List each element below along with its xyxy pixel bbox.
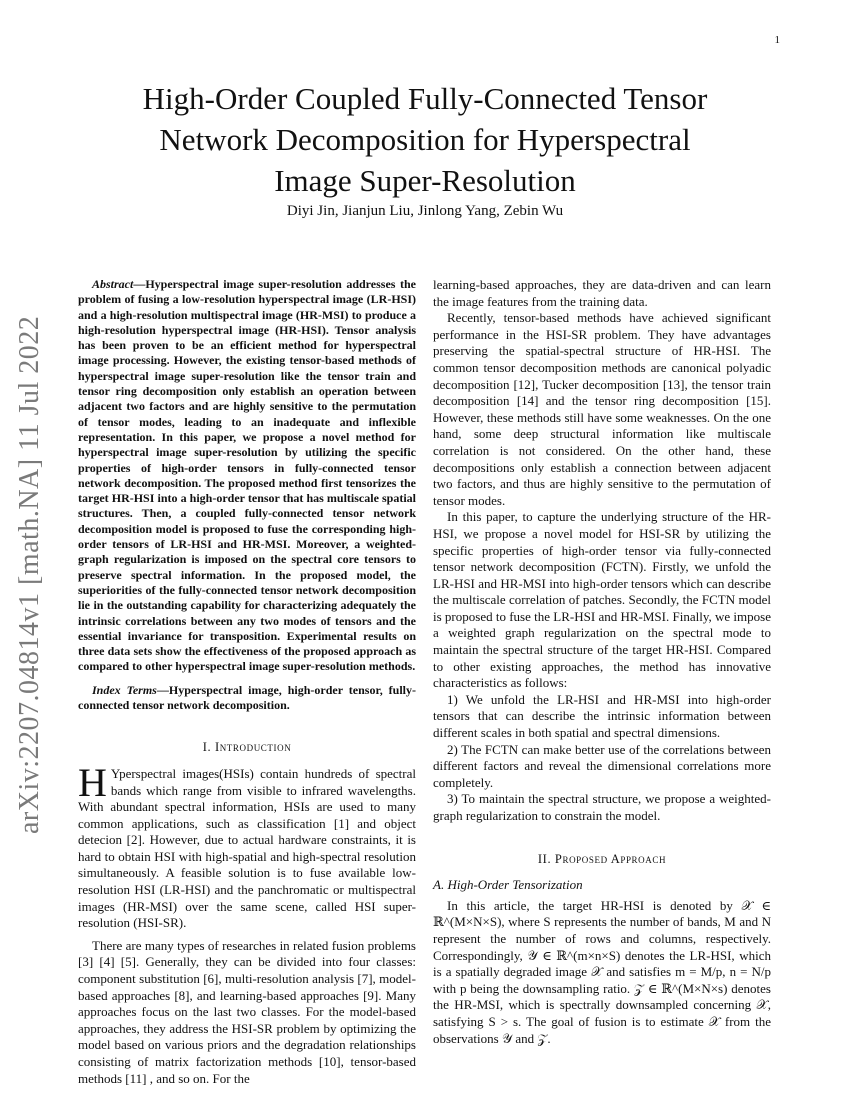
arxiv-identifier-stamp[interactable]: arXiv:2207.04814v1 [math.NA] 11 Jul 2022 bbox=[14, 315, 45, 834]
intro-paragraph-1 bbox=[78, 759, 416, 932]
title-line: High-Order Coupled Fully-Connected Tensor bbox=[142, 81, 708, 116]
contribution-item-3: 3) To maintain the spectral structure, we propose a weighted-graph regularization to constrain the model. bbox=[433, 791, 771, 823]
section-heading-introduction bbox=[78, 739, 416, 756]
contribution-item-1: 1) We unfold the LR-HSI and HR-MSI into high-order tensors that can describe the intrinsic information between different scales in both spatial and spectral dimensions. bbox=[433, 691, 771, 741]
method-paragraph-1: In this article, the target HR-HSI is denoted by 𝒳 ∈ ℝ^(M×N×S), where S represents the number of bands, M and N represent the number of rows and columns, respectively. Correspondingly, 𝒴 ∈ ℝ^(m×n×S) denotes the LR-HSI, which is a spatially degraded image 𝒳 and satisfies m = M/p, n = N/p with p being the downsampling ratio. 𝒵 ∈ ℝ^(M×N×s) denotes the HR-MSI, which is spectrally downsampled concerning 𝒳, satisfying S > s. The goal of fusion is to estimate 𝒳 from the observations 𝒴 and 𝒵. bbox=[433, 897, 771, 1046]
right-column bbox=[433, 277, 771, 1047]
drop-cap: H bbox=[78, 759, 107, 805]
intro-paragraph-2: There are many types of researches in related fusion problems [3] [4] [5]. Generally, they can be divided into four classes: component substitution [6], multi-resolution analysis [7], model-based approaches [8], and learning-based approaches [9]. Many approaches focus on the last two classes. For the model-based approaches, they address the HSI-SR problem by optimizing the model based on various priors and the degradation relationships consisting of matrix factorization methods [10], tensor-based methods [11] , and so on. For the bbox=[78, 937, 416, 1086]
section-numeral: II. bbox=[537, 851, 552, 866]
index-terms-text: —Hyperspectral image, high-order tensor, fully-connected tensor network decomposition. bbox=[78, 682, 416, 713]
paragraph-text: Yperspectral images(HSIs) contain hundreds of spectral bands which range from visible to infrared wavelengths. With abundant spectral information, HSIs are used to many common applications, such as classification [1] and object detecion [2]. However, due to actual hardware constraints, it is hard to obtain HSI with high-spatial and high-spectral resolution simultaneously. A feasible solution is to fuse available low-resolution HSI (LR-HSI) and the panchromatic or multispectral images (HR-MSI) over the same scene, called HSI super-resolution (HSI-SR). bbox=[78, 765, 416, 931]
intro-paragraph-3: Recently, tensor-based methods have achieved significant performance in the HSI-SR problem. They have advantages preserving the spatial-spectral structure of HR-HSI. The common tensor decomposition methods are canonical polyadic decomposition [12], Tucker decomposition [13], the tensor train decomposition [14] and the tensor ring decomposition [15]. However, these methods still have some weaknesses. On the one hand, some deep structural information like multiscale correlation is not considered. On the other hand, these decompositions only establish a connection between adjacent two factors, and thus are highly sensitive to the permutation of tensor modes. bbox=[433, 310, 771, 508]
title-line: Network Decomposition for Hyperspectral bbox=[159, 122, 691, 157]
intro-paragraph-2-continued: learning-based approaches, they are data-driven and can learn the image features from the training data. bbox=[433, 277, 771, 309]
page-number: 1 bbox=[774, 34, 780, 46]
intro-paragraph-4: In this paper, to capture the underlying structure of the HR-HSI, we propose a novel model for HSI-SR by utilizing the specific properties of high-order tensor via fully-connected tensor network decomposition (FCTN). Firstly, we unfold the LR-HSI and HR-MSI into high-order tensors which can describe the multiscale correlation of patches. Secondly, the FCTN model is proposed to fuse the LR-HSI and HR-MSI. Finally, we impose a weighted graph regularization on the spectral mode to maintain the spectral structure of the target HR-HSI. Compared to other existing approaches, the method has innovative characteristics as follows: bbox=[433, 509, 771, 691]
author-list: Diyi Jin, Jianjun Liu, Jinlong Yang, Zebin Wu bbox=[286, 203, 564, 219]
index-terms bbox=[78, 683, 416, 714]
abstract-label: Abstract bbox=[92, 277, 134, 291]
section-title: Introduction bbox=[214, 740, 292, 755]
title-line: Image Super-Resolution bbox=[274, 163, 576, 198]
left-column bbox=[78, 277, 416, 1087]
contribution-item-2: 2) The FCTN can make better use of the correlations between different factors and reveal the dimensional correlations more completely. bbox=[433, 741, 771, 790]
section-title: Proposed Approach bbox=[554, 851, 667, 866]
index-terms-label: Index Terms bbox=[92, 682, 157, 697]
subsection-heading: A. High-Order Tensorization bbox=[433, 877, 583, 893]
section-numeral: I. bbox=[202, 740, 212, 755]
paper-title bbox=[90, 78, 760, 201]
section-heading-proposed-approach bbox=[433, 851, 771, 868]
abstract-text: —Hyperspectral image super-resolution addresses the problem of fusing a low-resolution hyperspectral image (LR-HSI) and a high-resolution multispectral image (HR-MSI) to produce a high-resolution hyperspectral image (HR-HSI). Tensor analysis has been proven to be an efficient method for hyperspectral image processing. However, the existing tensor-based methods of hyperspectral image super-resolution like the tensor train and tensor ring decomposition only establish an operation between adjacent two factors and are highly sensitive to the permutation of tensor modes, leading to an inadequate and inflexible representation. In this paper, we propose a novel method for hyperspectral image super-resolution by utilizing the specific properties of high-order tensors in fully-connected tensor network decomposition. The proposed method first tensorizes the target HR-HSI into a high-order tensor that has multiscale spatial structures. Then, a coupled fully-connected tensor network decomposition model is proposed to fuse the corresponding high-order tensors of LR-HSI and HR-MSI. Moreover, a weighted-graph regularization is imposed on the spectral core tensors to preserve spectral information. In the proposed model, the superiorities of the fully-connected tensor network decomposition lie in the outstanding capability for characterizing adequately the intrinsic correlations between any two modes of tensors and the essential invariance for transposition. Experimental results on three data sets show the effectiveness of the proposed approach as compared to other hyperspectral image super-resolution methods. bbox=[78, 277, 416, 674]
abstract bbox=[78, 277, 416, 675]
